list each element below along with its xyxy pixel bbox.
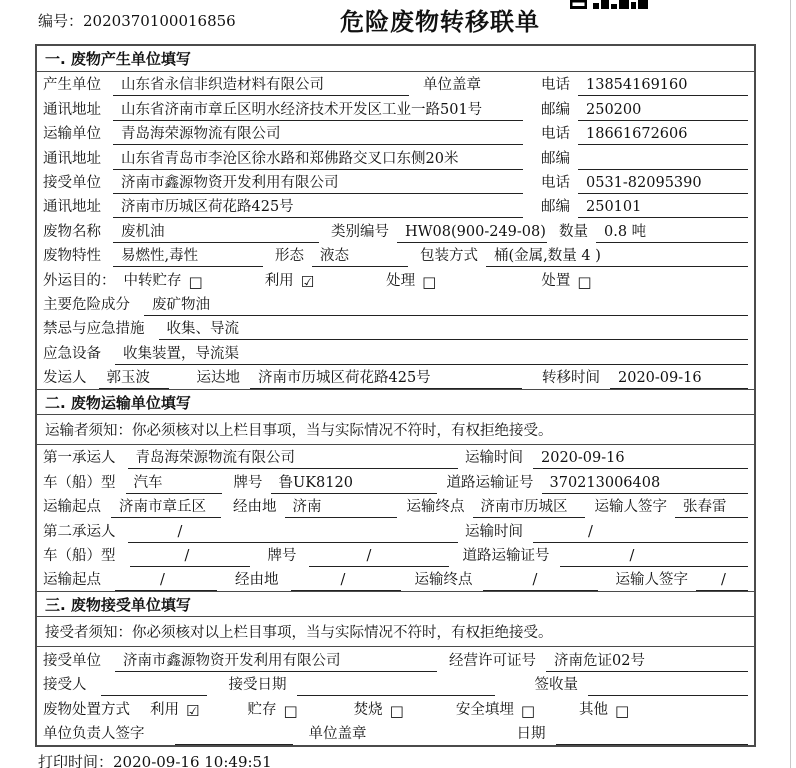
purpose-disposal-option xyxy=(541,273,591,292)
dispatcher-row xyxy=(37,365,754,389)
disposal-other-text: 其他 xyxy=(579,701,609,718)
disposal-reuse-option xyxy=(150,702,199,721)
first-route-start-value: 济南市章丘区 xyxy=(111,499,221,518)
purpose-disposal-checkbox: □ xyxy=(577,272,592,291)
second-route-end-label: 运输终点 xyxy=(414,572,473,589)
disposal-landfill-checkbox: □ xyxy=(520,701,536,720)
second-carrier-value: / xyxy=(128,524,458,543)
transfer-purpose-label: 外运目的： xyxy=(43,272,116,289)
second-route-via-value: / xyxy=(291,572,401,591)
carrier-phone-label: 电话 xyxy=(541,126,570,143)
destination-value: 济南市历城区荷花路425号 xyxy=(250,370,522,389)
disposal-storage-checkbox: □ xyxy=(283,701,298,720)
waste-traits-value: 易燃性,毒性 xyxy=(113,248,263,267)
unit-seal-label: 单位盖章 xyxy=(423,77,481,94)
first-plate-value: 鲁UK8120 xyxy=(271,475,437,494)
disposal-method-label: 废物处置方式 xyxy=(43,701,130,718)
responsible-sign-row xyxy=(37,721,754,745)
section-receiver-header: 三. 废物接受单位填写 xyxy=(37,591,754,617)
first-route-via-label: 经由地 xyxy=(233,499,277,516)
second-route-end-value: / xyxy=(483,572,598,591)
waste-name-label: 废物名称 xyxy=(43,223,101,240)
waste-code-label: 类别编号 xyxy=(331,223,389,240)
accepting-unit-label: 接受单位 xyxy=(43,652,101,669)
transfer-purpose-row xyxy=(37,267,754,291)
first-vehicle-row xyxy=(37,469,754,493)
carrier-unit-row xyxy=(37,121,754,145)
sign-date-value xyxy=(556,727,749,745)
second-route-start-value: / xyxy=(115,572,217,591)
producer-unit-value: 山东省永信非织造材料有限公司 xyxy=(113,77,409,96)
page-edge-divider xyxy=(790,0,791,768)
second-route-row xyxy=(37,567,754,591)
purpose-reuse-option xyxy=(265,273,314,292)
qr-code-icon xyxy=(570,0,648,9)
first-transport-time-label: 运输时间 xyxy=(465,450,523,467)
destination-label: 运达地 xyxy=(196,370,240,387)
page-title: 危险废物转移联单 xyxy=(340,8,540,36)
producer-address-row xyxy=(37,96,754,120)
first-carrier-label: 第一承运人 xyxy=(43,450,116,467)
disposal-method-row xyxy=(37,696,754,720)
packing-value: 桶(金属,数量 4 ) xyxy=(486,248,748,267)
first-carrier-value: 青岛海荣源物流有限公司 xyxy=(128,450,458,469)
disposal-reuse-text: 利用 xyxy=(150,701,179,718)
producer-zip-value: 250200 xyxy=(578,102,748,121)
first-carrier-row xyxy=(37,445,754,469)
carrier-address-row xyxy=(37,145,754,169)
first-vehicle-type-label: 车（船）型 xyxy=(43,474,116,491)
hazard-component-value: 废矿物油 xyxy=(144,297,748,316)
receiver-address-row xyxy=(37,194,754,218)
first-road-license-label: 道路运输证号 xyxy=(446,474,534,491)
first-road-license-value: 370213006408 xyxy=(542,475,749,494)
producer-unit-row xyxy=(37,72,754,96)
carrier-address-label: 通讯地址 xyxy=(43,150,101,167)
transporter-notice: 运输者须知：你必须核对以上栏目事项，当与实际情况不符时，有权拒绝接受。 xyxy=(37,415,754,445)
waste-code-value: HW08(900-249-08) xyxy=(397,224,547,243)
second-road-license-label: 道路运输证号 xyxy=(462,548,550,565)
disposal-incineration-checkbox: □ xyxy=(389,701,404,720)
second-transport-time-value: / xyxy=(533,524,748,543)
disposal-other-checkbox: □ xyxy=(615,701,630,720)
receiver-seal-label: 单位盖章 xyxy=(308,725,367,742)
second-plate-label: 牌号 xyxy=(267,548,297,565)
receiver-address-label: 通讯地址 xyxy=(43,199,101,216)
first-transporter-sign-value: 张春雷 xyxy=(675,499,748,518)
first-transport-time-value: 2020-09-16 xyxy=(533,450,748,469)
receiver-address-value: 济南市历城区荷花路425号 xyxy=(113,199,523,218)
disposal-other-option xyxy=(579,702,629,721)
receiver-zip-value: 250101 xyxy=(578,199,748,218)
second-transporter-sign-value: / xyxy=(696,572,748,591)
purpose-transit-storage-option xyxy=(124,273,203,292)
second-plate-value: / xyxy=(309,548,449,567)
receiver-phone-value: 0531-82095390 xyxy=(578,175,748,194)
disposal-landfill-text: 安全填埋 xyxy=(455,701,514,718)
producer-phone-value: 13854169160 xyxy=(578,77,748,96)
accepting-unit-value: 济南市鑫源物资开发利用有限公司 xyxy=(115,653,437,672)
section-transport-header: 二. 废物运输单位填写 xyxy=(37,389,754,415)
section-producer-header: 一. 废物产生单位填写 xyxy=(37,46,754,72)
receiver-notice: 接受者须知：你必须核对以上栏目事项，当与实际情况不符时，有权拒绝接受。 xyxy=(37,617,754,647)
purpose-treatment-checkbox: □ xyxy=(422,272,437,291)
accept-date-value xyxy=(297,678,495,696)
waste-traits-row xyxy=(37,243,754,267)
purpose-reuse-text: 利用 xyxy=(264,272,294,289)
responsible-sign-value xyxy=(175,727,293,745)
first-route-start-label: 运输起点 xyxy=(43,499,101,516)
producer-zip-label: 邮编 xyxy=(541,101,570,118)
responsible-sign-label: 单位负责人签字 xyxy=(43,725,145,742)
dispatcher-value: 郭玉波 xyxy=(99,370,169,389)
second-road-license-value: / xyxy=(560,548,749,567)
purpose-transit-storage-text: 中转贮存 xyxy=(123,272,182,289)
carrier-zip-label: 邮编 xyxy=(541,150,570,167)
accepting-person-value xyxy=(101,678,207,696)
waste-form-value: 液态 xyxy=(312,248,408,267)
disposal-incineration-text: 焚烧 xyxy=(353,701,383,718)
second-vehicle-type-value: / xyxy=(130,548,250,567)
carrier-unit-label: 运输单位 xyxy=(43,126,101,143)
waste-name-value: 废机油 xyxy=(113,224,319,243)
second-route-via-label: 经由地 xyxy=(235,572,279,589)
first-vehicle-type-value: 汽车 xyxy=(126,475,222,494)
emergency-equipment-row xyxy=(37,340,754,364)
operating-license-label: 经营许可证号 xyxy=(449,652,536,669)
first-transporter-sign-label: 运输人签字 xyxy=(594,499,667,516)
waste-form-label: 形态 xyxy=(275,248,304,265)
accepting-person-row xyxy=(37,672,754,696)
second-vehicle-type-label: 车（船）型 xyxy=(43,548,116,565)
taboo-measures-value: 收集、导流 xyxy=(159,321,749,340)
print-time-value: 2020-09-16 10:49:51 xyxy=(113,753,272,768)
accepting-unit-row xyxy=(37,647,754,671)
purpose-transit-storage-checkbox: □ xyxy=(188,272,203,291)
received-qty-label: 签收量 xyxy=(534,677,578,694)
disposal-storage-option xyxy=(247,702,297,721)
receiver-unit-row xyxy=(37,170,754,194)
serial-value: 2020370100016856 xyxy=(83,12,236,30)
sign-date-label: 日期 xyxy=(516,725,546,742)
carrier-address-value: 山东省青岛市李沧区徐水路和郑佛路交叉口东侧20米 xyxy=(113,151,523,170)
serial-label: 编号： xyxy=(38,12,84,30)
receiver-unit-label: 接受单位 xyxy=(43,174,101,191)
receiver-unit-value: 济南市鑫源物资开发利用有限公司 xyxy=(113,175,523,194)
producer-address-value: 山东省济南市章丘区明水经济技术开发区工业一路501号 xyxy=(113,102,523,121)
first-route-via-value: 济南 xyxy=(285,499,397,518)
first-route-end-label: 运输终点 xyxy=(406,499,465,516)
second-vehicle-row xyxy=(37,543,754,567)
producer-address-label: 通讯地址 xyxy=(43,101,101,118)
received-qty-value xyxy=(588,678,748,696)
transfer-time-label: 转移时间 xyxy=(542,370,600,387)
first-route-end-value: 济南市历城区 xyxy=(473,499,585,518)
emergency-equipment-value: 收集装置，导流渠 xyxy=(115,346,748,365)
second-carrier-row xyxy=(37,518,754,542)
taboo-measures-row xyxy=(37,316,754,340)
waste-traits-label: 废物特性 xyxy=(43,248,101,265)
carrier-phone-value: 18661672606 xyxy=(578,126,748,145)
second-carrier-label: 第二承运人 xyxy=(43,523,116,540)
first-plate-label: 牌号 xyxy=(233,474,263,491)
hazard-component-row xyxy=(37,292,754,316)
second-transport-time-label: 运输时间 xyxy=(465,523,523,540)
disposal-incineration-option xyxy=(354,702,404,721)
receiver-phone-label: 电话 xyxy=(541,174,570,191)
accepting-person-label: 接受人 xyxy=(43,677,87,694)
second-route-start-label: 运输起点 xyxy=(43,572,101,589)
packing-label: 包装方式 xyxy=(420,248,478,265)
disposal-landfill-option xyxy=(456,702,535,721)
waste-qty-label: 数量 xyxy=(559,223,588,240)
hazard-component-label: 主要危险成分 xyxy=(43,296,130,313)
purpose-disposal-text: 处置 xyxy=(541,272,571,289)
purpose-treatment-option xyxy=(386,273,436,292)
carrier-zip-value xyxy=(578,152,748,170)
manifest-table xyxy=(35,44,756,747)
carrier-unit-value: 青岛海荣源物流有限公司 xyxy=(113,126,523,145)
first-route-row xyxy=(37,494,754,518)
print-time-label: 打印时间： xyxy=(38,753,114,768)
emergency-equipment-label: 应急设备 xyxy=(43,345,101,362)
disposal-storage-text: 贮存 xyxy=(247,701,277,718)
second-transporter-sign-label: 运输人签字 xyxy=(615,572,688,589)
receiver-zip-label: 邮编 xyxy=(541,199,570,216)
waste-name-row xyxy=(37,218,754,242)
disposal-reuse-checkbox: ☑ xyxy=(186,701,200,720)
producer-unit-label: 产生单位 xyxy=(43,77,101,94)
operating-license-value: 济南危证02号 xyxy=(546,653,748,672)
print-time xyxy=(38,751,272,768)
producer-phone-label: 电话 xyxy=(541,77,570,94)
purpose-treatment-text: 处理 xyxy=(386,272,416,289)
accept-date-label: 接受日期 xyxy=(228,677,287,694)
purpose-reuse-checkbox: ☑ xyxy=(300,272,315,291)
taboo-measures-label: 禁忌与应急措施 xyxy=(43,321,145,338)
waste-qty-value: 0.8 吨 xyxy=(596,224,748,243)
transfer-time-value: 2020-09-16 xyxy=(610,370,748,389)
dispatcher-label: 发运人 xyxy=(43,370,87,387)
